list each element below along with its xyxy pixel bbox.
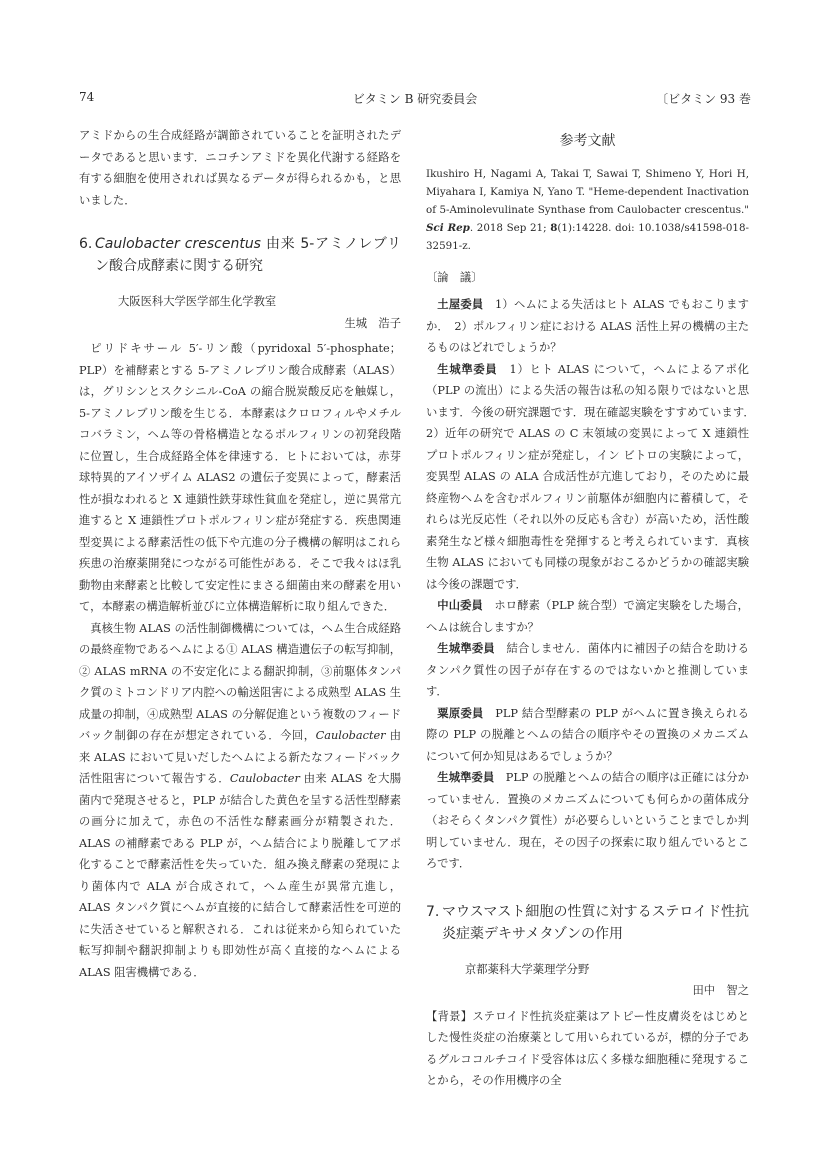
discussion-text: PLP の脱離とヘムの結合の順序は正確には分かっていません．置換のメカニズムについても何らかの菌体成分（おそらくタンパク質性）が必要らしいということまでしか判明していません．現在，その因子の探索に取り組んでいるところです． <box>426 771 749 870</box>
section-6-title <box>79 233 401 277</box>
reference-entry: Ikushiro H, Nagami A, Takai T, Sawai T, Shimeno Y, Hori H, Miyahara I, Kamiya N, Yano T. "Heme-dependent Inactivation of 5-Aminolevulinate Synthase from Caulobacter crescentus." Sci Rep. 2018 Sep 21; 8(1):14228. doi: 10.1038/s41598-018-32591-z. <box>426 167 749 252</box>
discussion-item <box>426 294 749 359</box>
section-6-author: 生城 浩子 <box>344 316 401 330</box>
section-7-title-text: マウスマスト細胞の性質に対するステロイド性抗炎症薬デキサメタゾンの作用 <box>442 903 749 942</box>
discussion-text: 結合しません．菌体内に補因子の結合を助けるタンパク質性の因子が存在するのではないかと推測しています． <box>426 642 749 698</box>
speaker-name: 粟原委員 <box>437 706 484 720</box>
section-6-paragraph-1: ピリドキサール 5′-リン酸（pyridoxal 5′-phosphate；PLP）を補酵素とする 5-アミノレブリン酸合成酵素（ALAS）は，グリシンとスクシニル-CoA の縮合脱炭酸反応を触媒し，5-アミノレブリン酸を生じる．本酵素はクロロフィルやメチルコバラミン，ヘム等の骨格構造となるポルフィリンの初発段階に位置し，生合成経路全体を律速する．ヒトにおいては，赤芽球特異的アイソザイム ALAS2 の遺伝子変異によって，酵素活性が損なわれると X 連鎖性鉄芽球性貧血を発症し，逆に異常亢進すると X 連鎖性プロトポルフィリン症が発症する．疾患関連型変異による酵素活性の低下や亢進の分子機構の解明はこれら疾患の治療薬開発につながる可能性がある．そこで我々はほ乳動物由来酵素と比較して安定性にまさる細菌由来の酵素を用いて，本酵素の構造解析並びに立体構造解析に取り組んできた． <box>79 342 401 613</box>
discussion-heading: 〔論 議〕 <box>426 270 483 284</box>
section-7-number: 7. <box>426 903 440 920</box>
discussion-item <box>426 638 749 703</box>
section-6-title-italic: Caulobacter crescentus <box>95 236 261 252</box>
right-column <box>426 125 761 1092</box>
speaker-name: 土屋委員 <box>437 298 484 311</box>
discussion-text: PLP 結合型酵素の PLP がヘムに置き換えられる際の PLP の脱離とヘムの結合の順序やその置換のメカニズムについて何か知見はあるでしょうか？ <box>426 706 749 763</box>
discussion-item <box>426 595 749 638</box>
discussion-item <box>426 703 749 768</box>
speaker-name: 生城準委員 <box>437 642 495 655</box>
section-6-paragraph-2: 真核生物 ALAS の活性制御機構については，ヘム生合成経路の最終産物であるヘムによる① ALAS 構造遺伝子の転写抑制，② ALAS mRNA の不安定化による翻訳抑制，③前駆体タンパク質のミトコンドリア内腔への輸送阻害による成熟型 ALAS 生成量の抑制，④成熟型 ALAS の分解促進という複数のフィードバック制御の存在が想定されている．今回，Caulobacter 由来 ALAS において見いだしたヘムによる新たなフィードバック活性阻害について報告する．Caulobacter 由来 ALAS を大腸菌内で発現させると，PLP が結合した黄色を呈する活性型酵素の画分に加えて，赤色の不活性な酵素画分が精製された．ALAS の補酵素である PLP が，ヘム結合により脱離してアポ化することで酵素活性を失っていた．組み換え酵素の発現により菌体内で ALA が合成されて，ヘム産生が異常亢進し，ALAS タンパク質にヘムが直接的に結合して酵素活性を可逆的に失活させていると解釈される．これは従来から知られていた転写抑制や翻訳抑制よりも即効性が高く直接的なヘムによる ALAS 阻害機構である． <box>79 621 401 979</box>
volume-label: 〔ビタミン 93 巻 <box>656 92 751 106</box>
journal-title: ビタミン B 研究委員会 <box>352 92 478 106</box>
section-7-background: 【背景】ステロイド性抗炎症薬はアトピー性皮膚炎をはじめとした慢性炎症の治療薬として用いられているが，標的分子であるグルココルチコイド受容体は広く多様な細胞種に発現することから，その作用機序の全 <box>426 1009 749 1087</box>
discussion-item <box>426 359 761 596</box>
running-header <box>79 90 751 110</box>
section-7-author: 田中 智之 <box>692 984 749 997</box>
left-column <box>79 125 401 983</box>
page-number: 74 <box>79 90 95 104</box>
intro-paragraph: アミドからの生合成経路が調節されていることを証明されたデータであると思います．ニコチンアミドを異化代謝する経路を有する細胞を使用されれば異なるデータが得られるかも，と思いました． <box>79 129 401 207</box>
discussion-item <box>426 767 749 875</box>
discussion-text: ホロ酵素（PLP 統合型）で滴定実験をした場合，ヘムは統合しますか？ <box>426 599 749 634</box>
discussion-text: 1）ヘムによる失活はヒト ALAS でもおこりますか． 2）ポルフィリン症における ALAS 活性上昇の機構の主たるものはどれでしょうか？ <box>426 298 749 354</box>
section-7-title <box>426 901 749 945</box>
section-6-title-rest: 由来 5-アミノレブリン酸合成酵素に関する研究 <box>95 236 401 274</box>
speaker-name: 生城準委員 <box>437 771 495 784</box>
section-6-affiliation: 大阪医科大学医学部生化学教室 <box>118 295 277 308</box>
speaker-name: 生城準委員 <box>437 362 498 376</box>
speaker-name: 中山委員 <box>437 599 483 612</box>
section-6-number: 6. <box>79 236 93 252</box>
discussion-text: 1）ヒト ALAS について，ヘムによるアポ化（PLP の流出）による失活の報告は私の知る限りではないと思います．今後の研究課題です．現在確認実験をすすめています． 2）近年の研究で ALAS の C 末領域の変異によって X 連鎖性プロトポルフィリン症が発症し，イン ビトロの実験によって，変異型 ALAS の ALA 合成活性が亢進しており，そのために最終産物ヘムを含むポルフィリン前駆体が細胞内に蓄積して，それらは光反応性（それ以外の反応も含む）が高いため，活性酸素発生など様々細胞毒性を発揮すると考えられています．真核生物 ALAS においても同様の現象がおこるかどうかの確認実験は今後の課題です． <box>426 362 761 591</box>
references-heading: 参考文献 <box>559 133 616 149</box>
discussion-list <box>426 294 761 875</box>
section-7-affiliation: 京都薬科大学薬理学分野 <box>465 962 590 976</box>
